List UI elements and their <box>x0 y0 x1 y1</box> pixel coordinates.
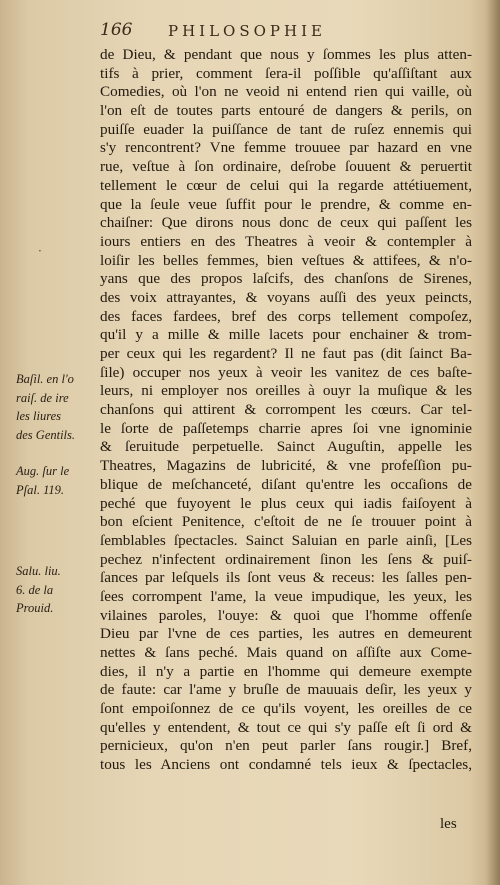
text-line: chaiſner: Que dirons nous donc de ceux qui paſſent les <box>100 214 472 232</box>
text-line: peché que fuyoyent le plus ceux qui iadis faiſoyent à <box>100 494 472 512</box>
body-text <box>100 46 472 775</box>
page-header <box>100 20 470 42</box>
text-line: Theatres, Magazins de lubricité, & vne profeſſion pu- <box>100 457 472 475</box>
text-line: qu'il y a mille & mille lacets pour enchainer & trom- <box>100 326 472 344</box>
text-line: l'on eſt de toutes parts entouré de dangers & perils, on <box>100 102 472 120</box>
text-line: des faces fardees, bref des corps tellement compoſez, <box>100 307 472 325</box>
margin-note-line: les liures <box>16 409 62 423</box>
text-line: le ſorte de paſſetemps charrie apres ſoi vne ignominie <box>100 419 472 437</box>
text-line: qu'elles y entendent, & tout ce qui s'y paſſe eſt ſi ord & <box>100 718 472 736</box>
running-head: PHILOSOPHIE <box>168 22 326 40</box>
text-line: yans que des propos laſcifs, des chanſons de Sirenes, <box>100 270 472 288</box>
margin-note-line: Baſil. en l'o <box>16 372 74 386</box>
text-line: ſont empoiſonnez de ce qu'ils voyent, les oreilles de ce <box>100 700 472 718</box>
margin-note-line: Aug. ſur le <box>16 464 70 478</box>
text-line: dies, il n'y a partie en l'homme qui demeure exempte <box>100 662 472 680</box>
text-line: s'y rencontrent? Vne femme trouuee par hazard en vne <box>100 139 472 157</box>
text-line: pechez n'infectent ordinairement ſinon les ſens & puiſ- <box>100 550 472 568</box>
text-line: de faute: car l'ame y bruſle de mauuais deſir, les yeux y <box>100 681 472 699</box>
text-line: vilaines paroles, l'ouye: & quoi que l'homme offenſe <box>100 606 472 624</box>
margin-note-line: Salu. liu. <box>16 564 61 578</box>
margin-note-line: 6. de la <box>16 582 54 597</box>
text-line: chanſons qui attirent & corrompent les cœurs. Car tel- <box>100 401 472 419</box>
ink-mark: · <box>38 244 42 258</box>
text-line: & ſeruitude perpetuelle. Sainct Auguſtin, appelle les <box>100 438 472 456</box>
text-line: per ceux qui les regardent? Il ne faut pas (dit ſainct Ba- <box>100 345 472 362</box>
margin-note-augustine <box>16 462 100 499</box>
margin-note-line: raiſ. de ire <box>16 390 69 405</box>
margin-note-line: Prouid. <box>16 601 54 615</box>
text-line: ſances par leſquels ils ſont veus & receus: les ſalles pen- <box>100 569 472 587</box>
text-line: tifs à prier, comment ſera-il poſſible qu'aſſiſtant aux <box>100 64 472 82</box>
text-line: rue, veſtue à ſon ordinaire, deſrobe ſouuent & peruertit <box>100 158 472 176</box>
text-line: ſemblables ſpectacles. Sainct Saluian en parle ainſi, [Les <box>100 531 472 549</box>
text-line: iours entiers en des Theatres à veoir & contempler à <box>100 232 472 250</box>
text-line: tellement le cœur de celui qui la regarde attétiuement, <box>100 176 472 194</box>
text-line: de Dieu, & pendant que nous y ſommes les plus atten- <box>100 46 472 63</box>
text-line: loiſir les belles femmes, bien veſtues & attifees, & n'o- <box>100 251 472 269</box>
text-line: ſile) occuper nos yeux à veoir les vanitez de ces baſte- <box>100 363 472 381</box>
text-line: Dieu par l'vne de ces parties, les autres en demeurent <box>100 625 472 643</box>
page-number: 166 <box>100 20 133 40</box>
text-line: blique de meſchanceté, diſant qu'entre les occaſions de <box>100 475 472 493</box>
margin-note-line: des Gentils. <box>16 427 76 442</box>
text-line: que la ſeule veue ſuffit pour le prendre, & comme en- <box>100 195 472 213</box>
text-line: nettes & ſans peché. Mais quand on aſſiſte aux Come- <box>100 644 472 661</box>
catchword: les <box>440 816 457 832</box>
margin-note-salvian <box>16 562 100 618</box>
text-line: ſees corrompent l'ame, la veue impudique, les yeux, les <box>100 587 472 605</box>
margin-note-basil <box>16 370 100 444</box>
text-line: puiſſe euader la puiſſance de tant de ruſez ennemis qui <box>100 120 472 138</box>
text-line: Comedies, où l'on ne veoid ni entend rien qui vaille, où <box>100 83 472 101</box>
text-line: des voix attrayantes, & voyans auſſi des yeux peincts, <box>100 288 472 306</box>
margin-note-line: Pſal. 119. <box>16 482 65 497</box>
text-line: tous les Anciens ont condamné tels ieux & ſpectacles, <box>100 756 472 774</box>
text-line: bon eſcient Penitence, c'eſtoit de ne ſe trouuer point à <box>100 513 472 531</box>
text-line: pernicieux, qu'on n'en peut parler ſans rougir.] Bref, <box>100 737 472 755</box>
text-line: leurs, ni employer nos oreilles à ouyr la muſique & les <box>100 382 472 400</box>
